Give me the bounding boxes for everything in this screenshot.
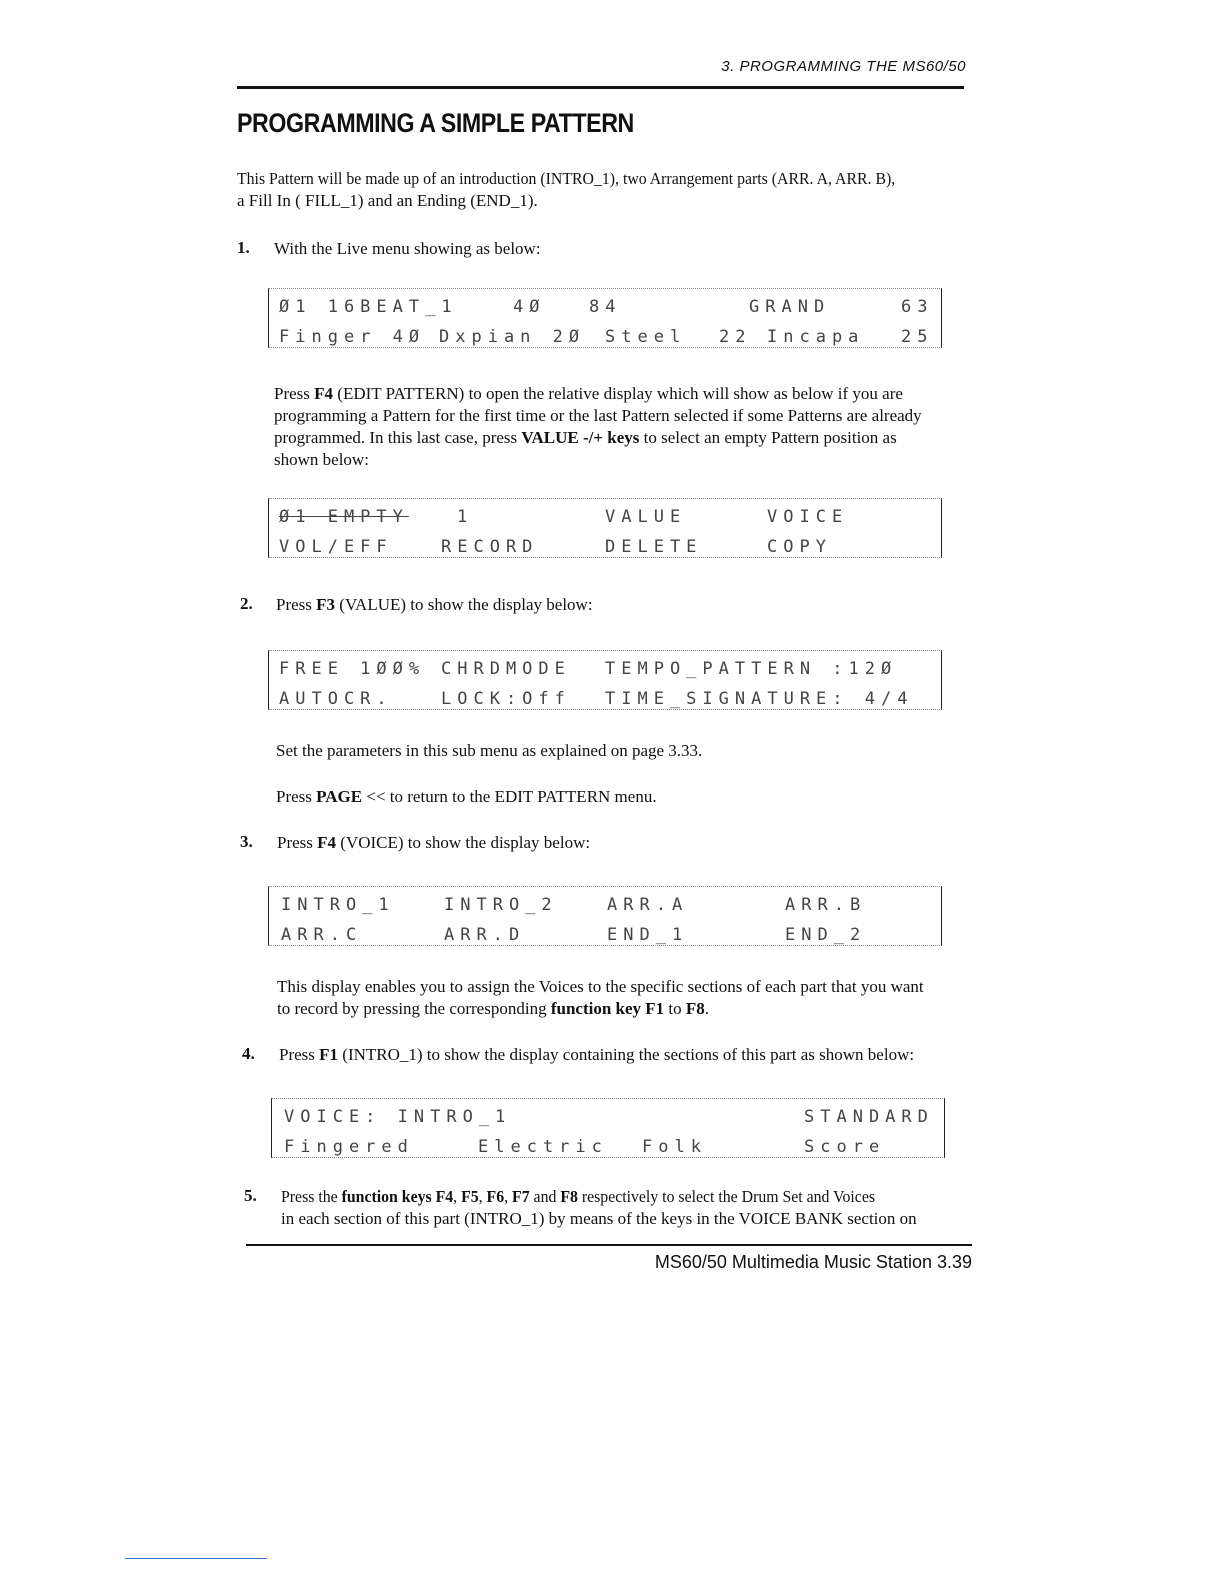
step-5-number: 5. — [244, 1186, 257, 1205]
instruction-line: programming a Pattern for the first time or the last Pattern selected if some Patterns are already — [274, 406, 922, 425]
lcd-text: Steel — [605, 327, 687, 347]
lcd-text: TEMPO_PATTERN :12Ø — [605, 659, 898, 679]
step-2-text: Press F3 (VALUE) to show the display below: — [276, 595, 593, 614]
lcd-text: VOL/EFF — [279, 537, 393, 557]
lcd-text: Finger 4Ø — [279, 327, 426, 347]
lcd-text: VOICE: INTRO_1 — [284, 1107, 512, 1127]
instruction-line: programmed. In this last case, press VALUE -/+ keys to select an empty Pattern position as — [274, 428, 897, 447]
lcd-text: LOCK:Off — [441, 689, 571, 709]
lcd-intro-voice — [271, 1098, 945, 1158]
lcd-text: DELETE — [605, 537, 703, 557]
step-1-text: With the Live menu showing as below: — [274, 239, 541, 258]
lcd-text: VOICE — [767, 507, 849, 527]
step-2-note: Set the parameters in this sub menu as explained on page 3.33. — [276, 741, 703, 760]
lcd-text: 63 — [901, 297, 934, 317]
page-title: PROGRAMMING A SIMPLE PATTERN — [237, 108, 634, 138]
lcd-text: 22 — [719, 327, 752, 347]
lcd-text: 25 — [901, 327, 934, 347]
step-2-page-note: Press PAGE << to return to the EDIT PATTERN menu. — [276, 787, 657, 806]
lcd-text: FREE 1ØØ% — [279, 659, 426, 679]
description-line: to record by pressing the corresponding function key F1 to F8. — [277, 999, 710, 1018]
lcd-text: GRAND — [749, 297, 831, 317]
lcd-value-menu — [268, 650, 942, 710]
lcd-text: RECORD — [441, 537, 539, 557]
header-rule — [237, 86, 964, 89]
lcd-text: 84 — [589, 297, 622, 317]
step-1-number: 1. — [237, 238, 250, 257]
lcd-text: INTRO_1 — [281, 895, 395, 915]
step-3-number: 3. — [240, 832, 253, 851]
lcd-text: 1 — [457, 507, 474, 527]
lcd-text: Electric — [478, 1137, 608, 1157]
intro-line-1: This Pattern will be made up of an introduction (INTRO_1), two Arrangement parts (ARR. A, ARR. B), — [237, 169, 896, 188]
instruction-line: Press F4 (EDIT PATTERN) to open the relative display which will show as below if you are — [274, 384, 903, 403]
lcd-text: CHRDMODE — [441, 659, 571, 679]
footer-text: MS60/50 Multimedia Music Station 3.39 — [654, 1252, 972, 1272]
step-5-line-2: in each section of this part (INTRO_1) by means of the keys in the VOICE BANK section on — [281, 1209, 917, 1228]
lcd-text: Dxpian 2Ø — [439, 327, 586, 347]
lcd-text: ARR.B — [785, 895, 867, 915]
lcd-text: INTRO_2 — [444, 895, 558, 915]
lcd-text: 4Ø — [513, 297, 546, 317]
lcd-text: COPY — [767, 537, 832, 557]
lcd-text: Score — [804, 1137, 886, 1157]
lcd-text: ARR.A — [607, 895, 689, 915]
step-2-number: 2. — [240, 594, 253, 613]
lcd-text: Incapa — [767, 327, 865, 347]
instruction-line: shown below: — [274, 450, 369, 469]
lcd-edit-pattern — [268, 498, 942, 558]
lcd-text: Ø1 EMPTY — [279, 507, 409, 527]
lcd-text: TIME_SIGNATURE: 4/4 — [605, 689, 914, 709]
lcd-text: Ø1 16BEAT_1 — [279, 297, 458, 317]
lcd-text: ARR.C — [281, 925, 363, 945]
footnote-rule — [125, 1558, 267, 1559]
lcd-voice-menu — [268, 886, 942, 946]
lcd-text: Fingered — [284, 1137, 414, 1157]
lcd-text: STANDARD — [804, 1107, 934, 1127]
step-4-text: Press F1 (INTRO_1) to show the display containing the sections of this part as shown below: — [279, 1045, 915, 1064]
lcd-text: VALUE — [605, 507, 687, 527]
lcd-text: ARR.D — [444, 925, 526, 945]
lcd-text: Folk — [642, 1137, 707, 1157]
step-3-text: Press F4 (VOICE) to show the display below: — [277, 833, 591, 852]
description-line: This display enables you to assign the Voices to the specific sections of each part that you want — [277, 977, 924, 996]
step-5-line-1: Press the function keys F4, F5, F6, F7 and F8 respectively to select the Drum Set and Voices — [281, 1187, 876, 1206]
lcd-text: END_1 — [607, 925, 689, 945]
lcd-live-menu — [268, 288, 942, 348]
footer-rule — [246, 1244, 972, 1246]
lcd-text: AUTOCR. — [279, 689, 393, 709]
running-head: 3. PROGRAMMING THE MS60/50 — [721, 58, 966, 75]
step-4-number: 4. — [242, 1044, 255, 1063]
lcd-text: END_2 — [785, 925, 867, 945]
intro-line-2: a Fill In ( FILL_1) and an Ending (END_1). — [237, 191, 538, 210]
